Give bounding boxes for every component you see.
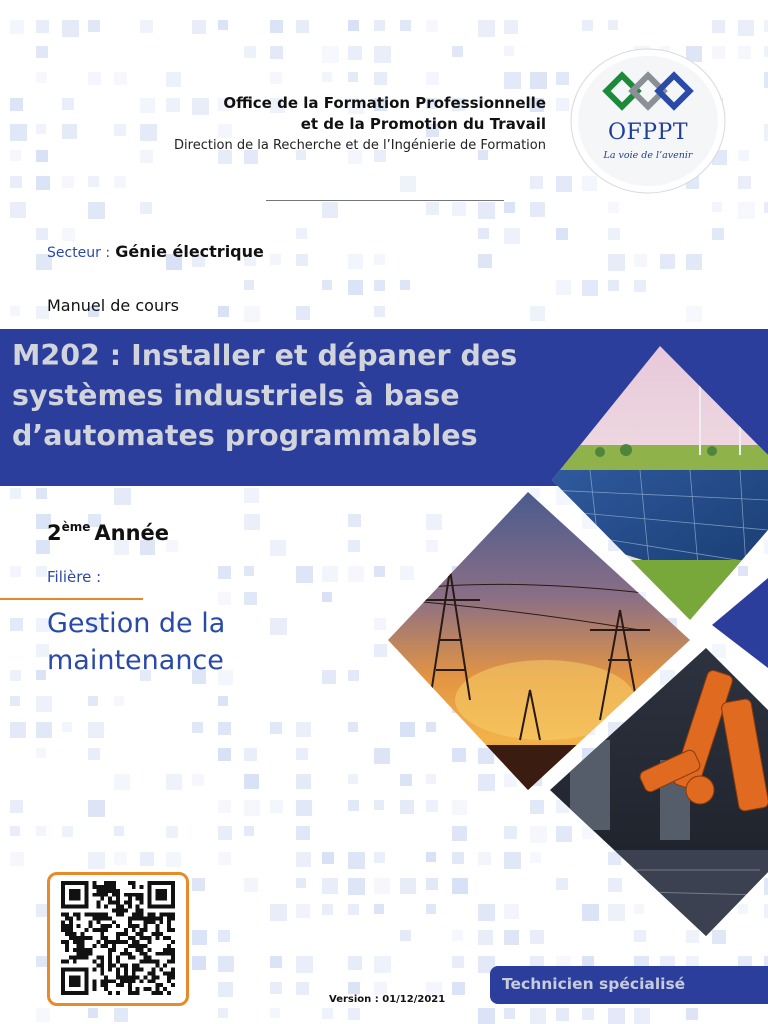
version-text: Version : 01/12/2021 — [329, 994, 446, 1005]
header-divider — [266, 200, 504, 201]
org-name-line1: Office de la Formation Professionnelle — [223, 94, 546, 112]
direction-name: Direction de la Recherche et de l’Ingénierie de Formation — [174, 138, 546, 153]
year-label: Année — [94, 521, 170, 545]
sector-label: Secteur : — [47, 245, 111, 261]
logo-tagline: La voie de l’avenir — [603, 150, 693, 161]
sector-line — [47, 242, 264, 261]
sector-value: Génie électrique — [115, 242, 264, 261]
filiere-line: maintenance — [47, 645, 224, 676]
logo-text: OFPPT — [607, 120, 689, 145]
title-line: systèmes industriels à base — [12, 379, 460, 412]
filiere-line: Gestion de la — [47, 608, 226, 639]
title-line: d’automates programmables — [12, 419, 478, 452]
qr-code-frame[interactable] — [47, 872, 189, 1006]
org-name-line2: et de la Promotion du Travail — [300, 115, 546, 133]
year-number: 2 — [47, 521, 62, 545]
year-suffix: ème — [61, 520, 91, 534]
module-title — [12, 336, 612, 456]
qr-code-icon[interactable] — [58, 881, 178, 995]
ofppt-logo — [570, 48, 726, 194]
level-label: Technicien spécialisé — [502, 975, 686, 993]
document-type: Manuel de cours — [47, 296, 179, 315]
year-heading — [47, 520, 169, 545]
filiere-value — [47, 605, 367, 679]
filiere-divider — [0, 598, 143, 600]
filiere-label: Filière : — [47, 568, 102, 586]
title-line: M202 : Installer et dépaner des — [12, 339, 518, 372]
blue-accent-shape — [712, 578, 768, 668]
level-badge — [490, 966, 768, 1004]
